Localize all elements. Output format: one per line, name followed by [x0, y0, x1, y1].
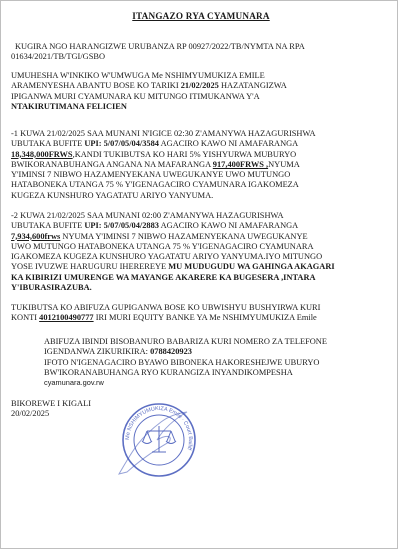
stamp-ring-text: Me NSHIMYUMUKIZA Emile · Court Bailiff: [124, 405, 194, 451]
case-reference: [11, 42, 389, 63]
item2-line6: YOSE IVUZWE HARUGURU IHEREREYE MU MUDUGUDU WA GAHINGA AKAGARI: [11, 262, 335, 272]
item1-line5: Y'IMINSI 7 NIBWO HAZAMENYEKANA UWEGUKANYE UWO MUTUNGO: [11, 170, 291, 180]
phone-number: 0788420923: [150, 347, 192, 357]
item2-line3: 7,934,600frws NYUMA Y'IMINSI 7 NIBWO HAZAMENYEKANA UWEGUKANYE: [11, 231, 308, 241]
auction-item-1: [11, 129, 389, 201]
intro-line3: IPIGANWA MURI CYAMUNARA KU MITUNGO ITIMUKANWA Y'A: [11, 91, 260, 101]
payment-line2: KONTI 4012100490777 IRI MURI EQUITY BANKE YA Me NSHIMYUMUKIZA Emile: [11, 313, 317, 323]
contact-line3: IFOTO N'IGENAGACIRO BYAWO BIBONEKA HAKORESHEJWE UBURYO: [44, 357, 320, 367]
item1-line3: 18,348,000FRWS,KANDI TUKIBUTSA KO HARI 5% YISHYURWA MUBURYO: [11, 149, 297, 159]
item2-value: 7,934,600frws: [11, 231, 61, 241]
payment-instructions: [11, 303, 389, 324]
intro-line1: UMUHESHA W'INKIKO W'UMWUGA Me NSHIMYUMUKIZA EMILE: [11, 71, 265, 80]
auction-item-2: [11, 211, 389, 293]
item1-deposit: 917,400FRWS ,: [212, 159, 269, 169]
item2-location-1: MU MUDUGUDU WA GAHINGA AKAGARI: [168, 262, 335, 272]
bank-account-number: 4012100490777: [39, 313, 94, 323]
intro-line2: ARAMENYESHA ABANTU BOSE KO TARIKI 21/02/2025 HAZATANGIZWA: [11, 81, 287, 91]
item2-line1: -2 KUWA 21/02/2025 SAA MUNANI 02:00 Z'AMANYWA HAZAGURISHWA: [11, 211, 284, 220]
item1-value: 18,348,000FRWS: [11, 149, 73, 159]
item1-line4: BWIKORANABUHANGA ANGANA NA MAFARANGA 917,400FRWS ,NYUMA: [11, 159, 300, 169]
intro-paragraph: [11, 71, 389, 112]
item1-line6: HATABONEKA UTANGA 75 % Y'IGENAGACIRO CYAMUNARA IGAKOMEZA: [11, 180, 299, 190]
item1-line1: -1 KUWA 21/02/2025 SAA MUNANI N'IGICE 02:30 Z'AMANYWA HAZAGURISHWA: [11, 129, 316, 138]
case-reference-line2: 01634/2021/TB/TGI/GSBO: [11, 52, 105, 62]
document-title: ITANGAZO RYA CYAMUNARA: [132, 11, 270, 21]
signature-date: 20/02/2025: [11, 409, 50, 419]
contact-line2: IGENDANWA ZIKURIKIRA: 0788420923: [44, 347, 192, 357]
item2-line2: UBUTAKA BUFITE UPI: 5/07/05/04/2883 AGACIRO KAWO NI AMAFARANGA: [11, 221, 299, 231]
case-reference-line1: KUGIRA NGO HARANGIZWE URUBANZA RP 00927/2022/TB/NYMTA NA RPA: [15, 42, 305, 51]
item2-line4: UWO MUTUNGO HATABONEKA UTANGA 75 % Y'IGENAGACIRO CYAMUNARA: [11, 241, 314, 251]
website-link[interactable]: cyamunara.gov.rw: [44, 378, 104, 388]
item2-location-3: Y'IBURASIRAZUBA.: [11, 283, 92, 293]
item2-location-2: KA KIBIRIZI UMURENGE WA MAYANGE AKARERE KA BUGESERA ,INTARA: [11, 272, 316, 282]
item1-line2: UBUTAKA BUFITE UPI: 5/07/05/04/3584 AGACIRO KAWO NI AMAFARANGA: [11, 139, 299, 149]
contact-info: [44, 337, 389, 388]
contact-line1: ABIFUZA IBINDI BISOBANURO BABARIZA KURI NOMERO ZA TELEFONE: [44, 337, 327, 346]
item2-upi: UPI: 5/07/05/04/2883: [84, 221, 159, 231]
payment-line1: TUKIBUTSA KO ABIFUZA GUPIGANWA BOSE KO UBWISHYU BUSHYIRWA KURI: [11, 303, 321, 312]
item1-line7: KUGEZA KUNSHURO YAGATATU ARIYO YANYUMA.: [11, 190, 214, 200]
contact-line4: BW'IKORANABUHANGA RYO KURANGIZA INYANDIKOMPESHA: [44, 367, 293, 377]
signature-block: [11, 399, 389, 420]
item2-line5: IGAKOMEZA KUGEZA KUNSHURO YAGATATU ARIYO YANYUMA.IYO MITUNGO: [11, 252, 323, 262]
auction-date: 21/02/2025: [180, 81, 219, 91]
item1-upi: UPI: 5/07/05/04/3584: [84, 139, 159, 149]
owner-name: NTAKIRUTIMANA FELICIEN: [11, 101, 127, 111]
scales-of-justice-icon: [142, 426, 176, 452]
official-stamp-seal: [109, 396, 199, 486]
signature-place: BIKOREWE I KIGALI: [11, 399, 92, 408]
